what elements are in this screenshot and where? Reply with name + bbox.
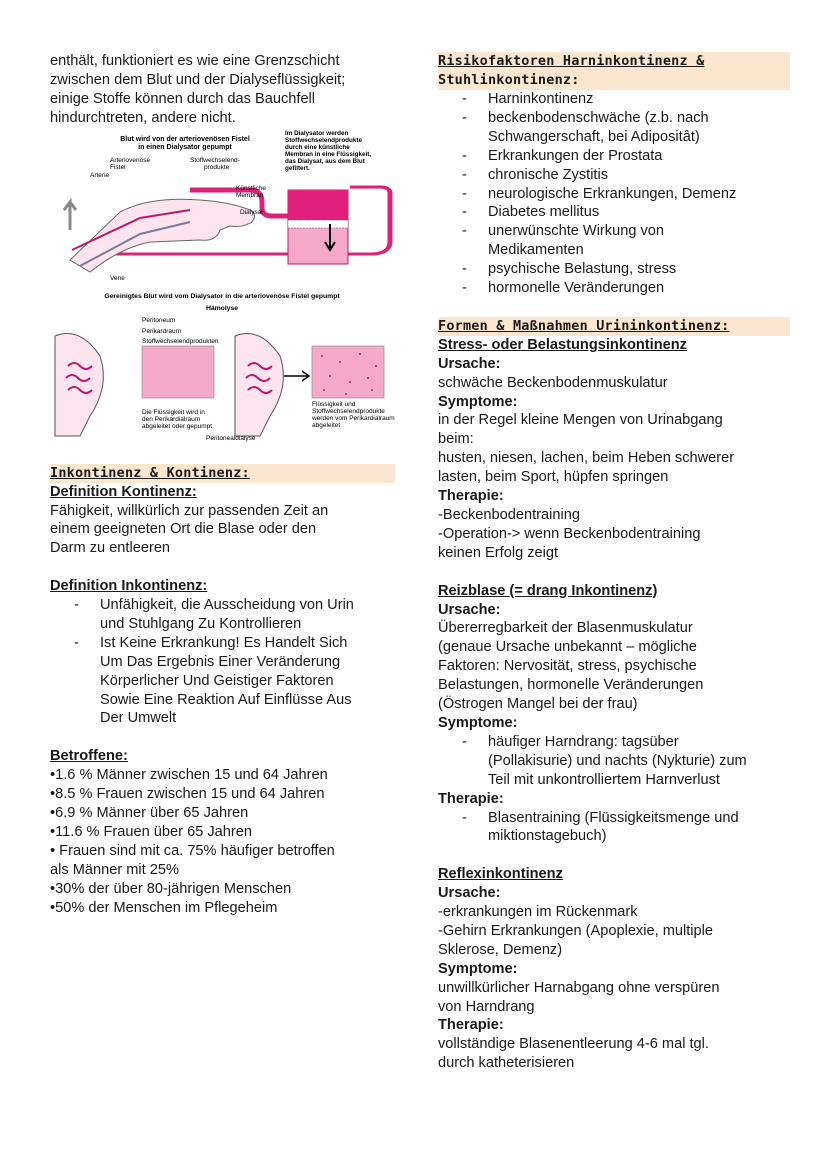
def-kontinenz-text: einem geeigneten Ort die Blase oder den bbox=[50, 521, 317, 538]
note-left: abgeleitet oder gepumpt. bbox=[142, 422, 214, 430]
list-item-line: - beckenbodenschwäche (z.b. nach bbox=[488, 109, 709, 126]
list-item-line: - psychische Belastung, stress bbox=[488, 261, 677, 278]
fluid-box-left bbox=[142, 346, 214, 398]
list-item-line: - Blasentraining (Flüssigkeitsmenge und bbox=[488, 809, 739, 826]
heading-line: Risikofaktoren Harninkontinenz & bbox=[438, 53, 705, 69]
heading-line: Stuhlinkontinenz: bbox=[438, 72, 580, 88]
reflex-title: Reflexinkontinenz bbox=[438, 866, 563, 883]
reflex-therapie-label: Therapie: bbox=[438, 1017, 504, 1034]
list-item-line: (Pollakisurie) und nachts (Nykturie) zum bbox=[488, 752, 747, 769]
intro-paragraph bbox=[50, 52, 395, 128]
note-right: Stoffwechselendprodukte bbox=[312, 407, 385, 415]
body-right bbox=[235, 333, 283, 436]
list-item bbox=[438, 147, 790, 166]
right-column bbox=[438, 52, 790, 1073]
stress-ursache: schwäche Beckenbodenmuskulatur bbox=[438, 374, 668, 391]
betroffene-line: •1.6 % Männer zwischen 15 und 64 Jahren bbox=[50, 767, 328, 784]
reiz-ursache: (Östrogen Mangel bei der frau) bbox=[438, 696, 638, 713]
list-item-line: Sowie Eine Reaktion Auf Einflüsse Aus bbox=[100, 691, 352, 708]
list-item bbox=[438, 733, 790, 790]
section-heading-formen: Formen & Maßnahmen Urininkontinenz: bbox=[438, 317, 790, 336]
stress-title: Stress- oder Belastungsinkontinenz bbox=[438, 336, 687, 353]
betroffene-line: •30% der über 80-jährigen Menschen bbox=[50, 880, 292, 897]
betroffene-line: •11.6 % Frauen über 65 Jahren bbox=[50, 823, 252, 840]
note-left: den Perikardialraum bbox=[142, 415, 201, 423]
section-heading-risikofaktoren bbox=[438, 52, 790, 90]
drain-arrow bbox=[284, 371, 309, 381]
list-item bbox=[438, 109, 790, 147]
reflex-symptome: unwillkürlicher Harnabgang ohne verspüren bbox=[438, 979, 720, 996]
list-item-line: - Erkrankungen der Prostata bbox=[488, 147, 663, 164]
dialysator-note-line: Im Dialysator werden bbox=[285, 129, 349, 137]
label-fistel: Arteriovenöse bbox=[110, 156, 151, 164]
list-item-line: Körperlicher Und Geistiger Faktoren bbox=[100, 672, 334, 689]
list-item-line: - hormonelle Veränderungen bbox=[488, 280, 665, 297]
reflex-ursache: -erkrankungen im Rückenmark bbox=[438, 904, 638, 921]
reiz-ursache: Belastungen, hormonelle Veränderungen bbox=[438, 677, 704, 694]
label-stoffwechsel: produkte bbox=[204, 163, 230, 171]
label-vene: Vene bbox=[110, 274, 125, 282]
list-item-line: Medikamenten bbox=[488, 242, 584, 259]
stress-symptome: lasten, beim Sport, hüpfen springen bbox=[438, 469, 669, 486]
reiz-therapie-list bbox=[438, 809, 790, 847]
list-item-line: - chronische Zystitis bbox=[488, 166, 609, 183]
reiz-ursache: (genaue Ursache unbekannt – mögliche bbox=[438, 639, 697, 656]
note-left: Die Flüssigkeit wird in bbox=[142, 408, 205, 416]
body-left bbox=[55, 333, 103, 436]
stress-therapie-label: Therapie: bbox=[438, 488, 504, 505]
fig1-title: Hämolyse bbox=[205, 304, 239, 312]
note-right: werden vom Perikardialraum bbox=[312, 414, 395, 422]
dialysator-note-line: das Dialysat, aus dem Blut bbox=[285, 157, 365, 165]
note-right: abgeleitet bbox=[312, 421, 341, 429]
list-item-line: und Stuhlgang Zu Kontrollieren bbox=[100, 615, 302, 632]
def-inkontinenz-title: Definition Inkontinenz: bbox=[50, 578, 208, 595]
def-kontinenz-text: Fähigkeit, willkürlich zur passenden Zeit an bbox=[50, 502, 329, 519]
intro-line: zwischen dem Blut und der Dialyseflüssigkeit; bbox=[50, 71, 346, 88]
label-stoffwechsel: Stoffwechselend- bbox=[190, 156, 240, 164]
dialysator-note-line: gefiltert. bbox=[285, 164, 310, 172]
def-kontinenz-title: Definition Kontinenz: bbox=[50, 483, 197, 500]
membrane bbox=[288, 220, 348, 228]
reflex-ursache: -Gehirn Erkrankungen (Apoplexie, multiple bbox=[438, 922, 713, 939]
reiz-symptome-label: Symptome: bbox=[438, 714, 518, 731]
betroffene-line: • Frauen sind mit ca. 75% häufiger betroffen bbox=[50, 842, 335, 859]
list-item bbox=[438, 166, 790, 185]
fig2-title: Peritonealdialyse bbox=[206, 434, 256, 442]
section-heading-inkontinenz: Inkontinenz & Kontinenz: bbox=[50, 464, 395, 483]
fig1-caption-top: in einen Dialysator gepumpt bbox=[138, 143, 232, 151]
arm-shape bbox=[70, 199, 255, 272]
fluid-box-right bbox=[312, 346, 384, 398]
intro-line: enthält, funktioniert es wie eine Grenzschicht bbox=[50, 53, 340, 69]
list-item bbox=[438, 279, 790, 298]
reflex-symptome: von Harndrang bbox=[438, 998, 535, 1015]
reiz-therapie-label: Therapie: bbox=[438, 790, 504, 807]
label-arterie: Arterie bbox=[90, 171, 110, 179]
list-item bbox=[438, 90, 790, 109]
label-stoffwechselendprodukten: Stoffwechselendprodukten bbox=[142, 337, 219, 345]
list-item-line: - häufiger Harndrang: tagsüber bbox=[488, 733, 679, 750]
dialysator-top bbox=[288, 190, 348, 220]
list-item-line: - neurologische Erkrankungen, Demenz bbox=[488, 185, 737, 202]
stress-therapie: -Beckenbodentraining bbox=[438, 507, 580, 524]
fig1-caption-top: Blut wird von der arteriovenösen Fistel bbox=[120, 135, 250, 143]
left-column bbox=[50, 52, 395, 917]
list-item-line: - Unfähigkeit, die Ausscheidung von Urin bbox=[100, 597, 354, 614]
reflex-symptome-label: Symptome: bbox=[438, 960, 518, 977]
hemodialysis-figure bbox=[50, 130, 395, 290]
betroffene-line: •50% der Menschen im Pflegeheim bbox=[50, 899, 278, 916]
reiz-title: Reizblase (= drang Inkontinenz) bbox=[438, 582, 658, 599]
def-inkontinenz-list bbox=[50, 596, 395, 728]
intro-line: einige Stoffe können durch das Bauchfell bbox=[50, 90, 316, 107]
reiz-ursache-label: Ursache: bbox=[438, 601, 501, 618]
hemodialysis-captions bbox=[50, 290, 395, 316]
def-kontinenz-text: Darm zu entleeren bbox=[50, 540, 171, 557]
list-item-line: Teil mit unkontrolliertem Harnverlust bbox=[488, 771, 720, 788]
list-item-line: Schwangerschaft, bei Adipositât) bbox=[488, 128, 700, 145]
list-item bbox=[50, 596, 395, 634]
reiz-ursache: Faktoren: Nervosität, stress, psychische bbox=[438, 658, 697, 675]
dialysator-note-line: Stoffwechselendprodukte bbox=[285, 136, 362, 144]
list-item-line: - Harninkontinenz bbox=[488, 91, 594, 107]
label-perikardraum: Perikardraum bbox=[142, 327, 182, 335]
intro-line: hindurchtreten, andere nicht. bbox=[50, 109, 236, 126]
list-item bbox=[438, 203, 790, 222]
label-fistel: Fistel bbox=[110, 163, 126, 171]
stress-ursache-label: Ursache: bbox=[438, 355, 501, 372]
list-item-line: - Diabetes mellitus bbox=[488, 204, 600, 221]
note-right: Flüssigkeit und bbox=[312, 400, 356, 408]
reflex-therapie: vollständige Blasenentleerung 4-6 mal tgl. bbox=[438, 1036, 709, 1053]
list-item-line: - unerwünschte Wirkung von bbox=[488, 223, 665, 240]
reiz-ursache: Übererregbarkeit der Blasenmuskulatur bbox=[438, 620, 693, 637]
list-item-line: Um Das Ergebnis Einer Veränderung bbox=[100, 653, 341, 670]
dialysator-note-line: Membran in eine Flüssigkeit, bbox=[285, 150, 372, 158]
list-item-line: Der Umwelt bbox=[100, 710, 177, 727]
list-item bbox=[438, 809, 790, 847]
list-item-line: - Ist Keine Erkrankung! Es Handelt Sich bbox=[100, 634, 348, 651]
betroffene-line: •8.5 % Frauen zwischen 15 und 64 Jahren bbox=[50, 786, 325, 803]
betroffene-title: Betroffene: bbox=[50, 748, 128, 765]
list-item bbox=[438, 260, 790, 279]
reiz-symptome-list bbox=[438, 733, 790, 790]
fig1-caption-bottom: Gereinigtes Blut wird vom Dialysator in die arteriovenöse Fistel gepumpt bbox=[104, 292, 340, 300]
stress-therapie: -Operation-> wenn Beckenbodentraining bbox=[438, 525, 701, 542]
label-membran: Membran bbox=[236, 191, 264, 199]
list-item bbox=[438, 222, 790, 260]
up-arrow bbox=[64, 202, 76, 230]
label-membran: Künstliche bbox=[236, 184, 266, 192]
label-dialysat: Dialysat bbox=[240, 208, 264, 216]
reflex-therapie: durch katheterisieren bbox=[438, 1055, 575, 1072]
stress-symptome: beim: bbox=[438, 431, 474, 448]
stress-symptome-label: Symptome: bbox=[438, 393, 518, 410]
stress-therapie: keinen Erfolg zeigt bbox=[438, 544, 559, 561]
label-peritoneum: Peritoneum bbox=[142, 316, 176, 324]
betroffene-line: •6.9 % Männer über 65 Jahren bbox=[50, 805, 249, 821]
peritoneal-dialysis-figure bbox=[50, 316, 395, 454]
list-item bbox=[438, 185, 790, 204]
dialysator-note bbox=[285, 130, 371, 172]
list-item bbox=[50, 634, 395, 729]
reflex-ursache: Sklerose, Demenz) bbox=[438, 941, 563, 958]
stress-symptome: husten, niesen, lachen, beim Heben schwerer bbox=[438, 450, 735, 467]
dialysator-note-line: durch eine künstliche bbox=[285, 143, 350, 151]
reflex-ursache-label: Ursache: bbox=[438, 885, 501, 902]
list-item-line: miktionstagebuch) bbox=[488, 828, 607, 845]
risk-list bbox=[438, 90, 790, 298]
betroffene-line: als Männer mit 25% bbox=[50, 861, 179, 878]
stress-symptome: in der Regel kleine Mengen von Urinabgang bbox=[438, 412, 723, 429]
